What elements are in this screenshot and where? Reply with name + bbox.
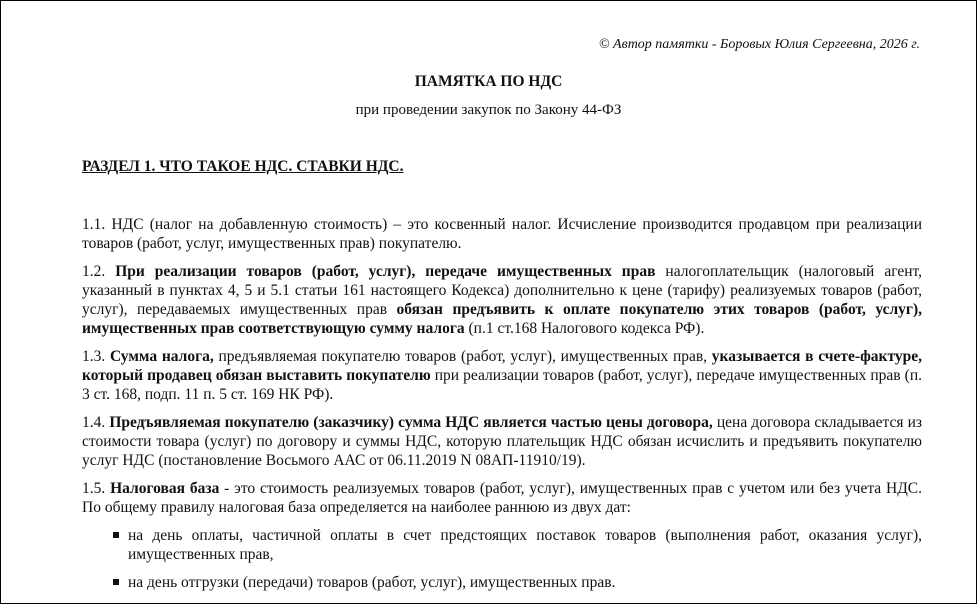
paragraph-bold-text: указывается в счете-фактуре, который продавец обязан выставить покупателю [82,348,923,384]
paragraph-number: 1.5. [82,480,106,497]
square-bullet-icon [113,579,119,585]
paragraph-bold-text: При реализации товаров (работ, услуг), передаче имущественных прав [115,263,656,280]
square-bullet-icon [113,532,119,538]
paragraph-text: предъявляемая покупателю товаров (работ, услуг), имущественных прав, [213,348,712,365]
copyright-note: © Автор памятки - Боровых Юлия Сергеевна, 2026 г. [598,37,920,52]
paragraph-text: - это стоимость реализуемых товаров (работ, услуг), имущественных прав с учетом или без учета НДС. По общему правилу налоговая база определяется на наиболее раннюю из двух дат: [82,480,922,516]
paragraph-bold-text: Предъявляемая покупателю (заказчику) сумма НДС является частью цены договора, [109,414,713,431]
paragraph-text: НДС (налог на добавленную стоимость) – это косвенный налог. Исчисление производится продавцом при реализации товаров (работ, услуг, имущественных прав) покупателю. [82,216,922,252]
bullet-list [82,526,922,592]
paragraph-bold-text: обязан предъявить к оплате покупателю этих товаров (работ, услуг), имущественных прав соответствующую сумму налога [82,301,922,337]
paragraph-text: налогоплательщик (налоговый агент, указанный в пунктах 4, 5 и 5.1 статьи 161 настоящего Кодекса) дополнительно к цене (тарифу) реализуемых товаров (работ, услуг), передаваемых имущественных прав [82,263,923,318]
paragraph-text: (п.1 ст.168 Налогового кодекса РФ). [464,320,705,337]
document-subtitle: при проведении закупок по Закону 44-ФЗ [355,102,622,118]
paragraph-number: 1.3. [82,348,106,365]
paragraph-number: 1.2. [82,263,106,280]
paragraph-bold-text: Налоговая база [110,480,220,497]
paragraph-bold-text: Сумма налога, [109,348,214,365]
document-title: ПАМЯТКА ПО НДС [414,73,563,90]
paragraph-number: 1.4. [82,414,106,431]
document-body [82,215,922,601]
paragraph-1-3 [82,347,922,404]
list-item-text: на день отгрузки (передачи) товаров (работ, услуг), имущественных прав. [128,574,616,591]
paragraph-text: при реализации товаров (работ, услуг), передаче имущественных прав (п. 3 ст. 168, подп. 11 п. 5 ст. 169 НК РФ). [82,367,922,403]
paragraph-1-2 [82,262,922,338]
paragraph-1-1 [82,215,922,253]
paragraph-1-5 [82,479,922,517]
paragraph-number: 1.1. [82,216,106,233]
section-heading: РАЗДЕЛ 1. ЧТО ТАКОЕ НДС. СТАВКИ НДС. [82,158,404,175]
list-item [82,573,922,592]
paragraph-text: цена договора складывается из стоимости товара (услуг) по договору и суммы НДС, которую плательщик НДС обязан исчислить и предъявить покупателю услуг НДС (постановление Восьмого ААС от 06.11.2019 N 08АП-11910/19). [82,414,923,469]
paragraph-1-4 [82,413,922,470]
list-item [82,526,922,564]
list-item-text: на день оплаты, частичной оплаты в счет предстоящих поставок товаров (выполнения работ, оказания услуг), имущественных прав, [128,527,922,563]
